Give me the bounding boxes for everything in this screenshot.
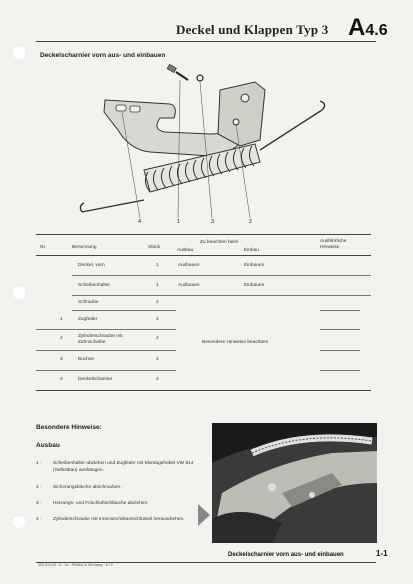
table-row: 2 Zylinderschraube mit Zahnscheibe 2 bbox=[60, 334, 159, 345]
print-note: 300.314.00 · A · 1a · Printed in Germany · 8.70 bbox=[38, 563, 113, 567]
table-row: 4 Deckelscharnier 2 bbox=[60, 377, 159, 382]
table-row: Scheibenhalter 1 Ausbauen Einbauen bbox=[78, 283, 265, 288]
table-row: Deckel, vorn 1 Ausbauen Einbauen bbox=[78, 263, 265, 268]
instruction-step: 4 - Zylinderschraube mit Innensechskantschlüssel herausdrehen. bbox=[36, 517, 185, 522]
pointer-arrow-icon bbox=[198, 504, 210, 526]
table-row: 3 Buchse 2 bbox=[60, 357, 159, 362]
section-title: Deckelscharnier vorn aus- und einbauen bbox=[40, 52, 166, 59]
table-row: Schraube 2 bbox=[78, 300, 159, 305]
col-header-nr: Nr. bbox=[40, 245, 47, 250]
binder-hole-bottom bbox=[12, 515, 26, 529]
binder-hole-top bbox=[12, 46, 26, 60]
section-code bbox=[348, 14, 388, 42]
callout-label: 3 bbox=[211, 219, 215, 225]
table-row: 1 Zugfeder 2 bbox=[60, 317, 159, 322]
hinge-assembly-illustration bbox=[60, 60, 360, 230]
col-header-name: Benennung bbox=[72, 245, 97, 250]
callout-label: 1 bbox=[177, 219, 181, 225]
merged-note: Besondere Hinweise beachten! bbox=[202, 340, 269, 345]
notes-subheading: Ausbau bbox=[36, 442, 60, 449]
hinge-photo bbox=[212, 423, 377, 543]
instruction-step: 1 - Scheibenhalter abziehen und Zugfeder mit Montagehebel VW 814 (Selbstbau) aushängen. bbox=[36, 461, 194, 473]
callout-label: 2 bbox=[249, 219, 253, 225]
footer-title: Deckelscharnier vorn aus- und einbauen bbox=[228, 552, 344, 558]
col-header-qty: Stück bbox=[148, 245, 160, 250]
col-header-hinweise: Ausführliche Hinweise bbox=[320, 239, 347, 250]
screw-icon bbox=[167, 64, 188, 80]
section-code-letter: A bbox=[348, 14, 366, 41]
col-header-einbau: Einbau bbox=[244, 248, 259, 253]
instruction-step: 3 - Heizungs- und Frischluftschläuche abziehen. bbox=[36, 501, 149, 506]
notes-heading: Besondere Hinweise: bbox=[36, 424, 102, 431]
binder-hole-middle bbox=[12, 286, 26, 300]
instruction-step: 2 - Sicherungsbleche abschrauben. bbox=[36, 485, 122, 490]
callout-label: 4 bbox=[138, 219, 142, 225]
col-header-ausbau: Ausbau bbox=[177, 248, 194, 253]
page-title: Deckel und Klappen Typ 3 bbox=[176, 22, 329, 37]
section-code-number: 4.6 bbox=[365, 22, 388, 39]
page-number: 1-1 bbox=[376, 549, 388, 558]
bushing-icon bbox=[197, 75, 203, 81]
col-header-group: Zu beachten beim bbox=[200, 240, 239, 245]
header-rule bbox=[36, 41, 376, 42]
